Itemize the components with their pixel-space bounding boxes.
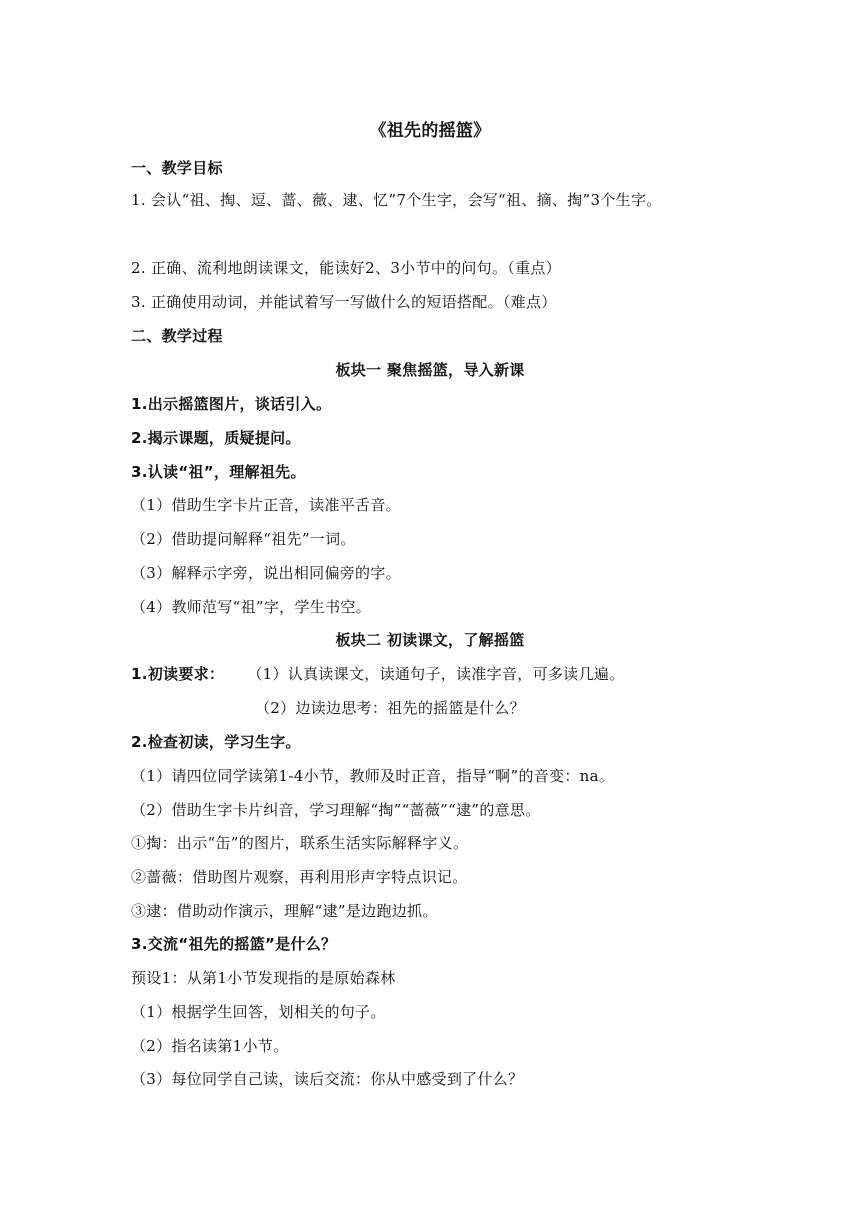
- block2-step2-item-3: ①掏：出示“缶”的图片，联系生活实际解释字义。: [131, 834, 469, 852]
- block2-step2-item-5: ③逮：借助动作演示，理解“逮”是边跑边抓。: [131, 902, 438, 920]
- block2-step2-item-1: （1）请四位同学读第1-4小节，教师及时正音，指导“啊”的音变：na。: [131, 767, 615, 785]
- block2-step-3: 3.交流“祖先的摇篮”是什么？: [131, 935, 337, 953]
- reading-requirement-row: [131, 664, 736, 684]
- block2-step3-item-1: （1）根据学生回答，划相关的句子。: [131, 1003, 386, 1021]
- section-heading-objectives: 一、教学目标: [131, 159, 223, 177]
- block2-heading: 板块二 初读课文，了解摇篮: [335, 631, 525, 649]
- preset-1: 预设1：从第1小节发现指的是原始森林: [131, 969, 396, 987]
- objective-item-1: 1. 会认“祖、掏、逗、蔷、薇、逮、忆”7个生字，会写“祖、摘、掏”3个生字。: [131, 191, 662, 209]
- block2-step-2: 2.检查初读，学习生字。: [131, 733, 301, 751]
- block1-step-2: 2.揭示课题，质疑提问。: [131, 429, 301, 447]
- block2-step3-item-3: （3）每位同学自己读，读后交流：你从中感受到了什么？: [131, 1070, 524, 1088]
- block2-step3-item-2: （2）指名读第1小节。: [131, 1037, 289, 1055]
- objective-item-3: 3. 正确使用动词，并能试着写一写做什么的短语搭配。（难点）: [131, 293, 557, 311]
- reading-requirement-label: 1.初读要求：: [131, 665, 225, 683]
- section-heading-process: 二、教学过程: [131, 327, 223, 345]
- block1-subitem-2: （2）借助提问解释“祖先”一词。: [131, 530, 356, 548]
- block1-subitem-4: （4）教师范写“祖”字，学生书空。: [131, 598, 371, 616]
- block2-step2-item-4: ②蔷薇：借助图片观察，再利用形声字特点识记。: [131, 868, 468, 886]
- block1-subitem-3: （3）解释示字旁，说出相同偏旁的字。: [131, 564, 401, 582]
- objective-item-2: 2. 正确、流利地朗读课文，能读好2、3小节中的问句。（重点）: [131, 259, 561, 277]
- document-title: 《祖先的摇篮》: [369, 121, 491, 141]
- block1-heading: 板块一 聚焦摇篮，导入新课: [335, 361, 525, 379]
- block2-step2-item-2: （2）借助生字卡片纠音，学习理解“掏”“蔷薇”“逮”的意思。: [131, 801, 541, 819]
- block1-step-3: 3.认读“祖”，理解祖先。: [131, 463, 306, 481]
- block1-step-1: 1.出示摇篮图片，谈话引入。: [131, 395, 332, 413]
- block1-subitem-1: （1）借助生字卡片正音，读准平舌音。: [131, 496, 401, 514]
- reading-requirement-1: （1）认真读课文，读通句子，读准字音，可多读几遍。: [247, 665, 625, 683]
- reading-requirement-2: （2）边读边思考：祖先的摇篮是什么？: [255, 699, 525, 717]
